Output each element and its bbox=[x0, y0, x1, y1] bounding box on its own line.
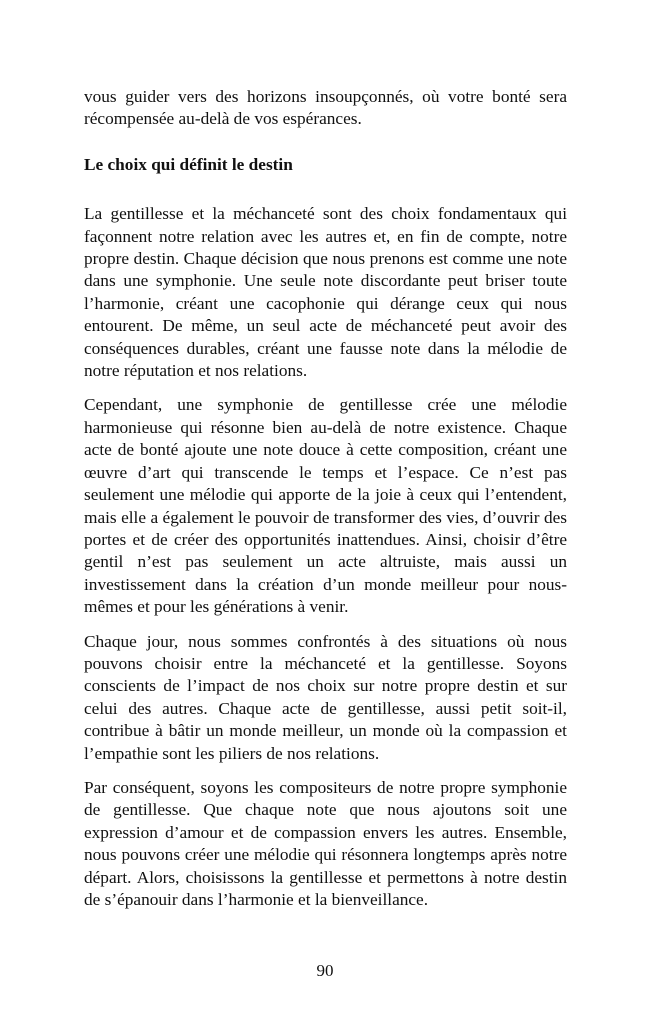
section-heading: Le choix qui définit le destin bbox=[84, 154, 293, 174]
paragraph-4: Par conséquent, soyons les compositeurs de notre propre symphonie de gentillesse. Que chaque note que nous ajoutons soit une expression d’amour et de compassion envers les autres. Ensemble, nous pouvons créer une mélodie qui résonnera longtemps après notre départ. Alors, choisissons la gentillesse et permettons à notre destin de s’épanouir dans l’harmonie et la bienveillance. bbox=[84, 777, 567, 909]
continuation-paragraph: vous guider vers des horizons insoupçonnés, où votre bonté sera récompensée au-delà de vos espérances. bbox=[84, 87, 567, 129]
paragraph-1: La gentillesse et la méchanceté sont des choix fondamentaux qui façonnent notre relation avec les autres et, en fin de compte, notre propre destin. Chaque décision que nous prenons est comme une note dans une symphonie. Une seule note discordante peut briser toute l’harmonie, créant une cacophonie qui dérange ceux qui nous entourent. De même, un seul acte de méchanceté peut avoir des conséquences durables, créant une fausse note dans la mélodie de notre réputation et nos relations. bbox=[84, 204, 567, 381]
paragraph-2: Cependant, une symphonie de gentillesse crée une mélodie harmonieuse qui résonne bien au-delà de notre existence. Chaque acte de bonté ajoute une note douce à cette composition, créant une œuvre d’art qui transcende le temps et l’espace. Ce n’est pas seulement une mélodie qui apporte de la joie à ceux qui l’entendent, mais elle a également le pouvoir de transformer des vies, d’ouvrir des portes et de créer des opportunités inattendues. Ainsi, choisir d’être gentil n’est pas seulement un acte altruiste, mais aussi un investissement dans la création d’un monde meilleur pour nous-mêmes et pour les générations à venir. bbox=[84, 395, 567, 617]
page-body bbox=[84, 86, 567, 911]
section-body bbox=[84, 203, 567, 911]
page-number: 90 bbox=[316, 961, 334, 980]
paragraph-3: Chaque jour, nous sommes confrontés à des situations où nous pouvons choisir entre la méchanceté et la gentillesse. Soyons conscients de l’impact de nos choix sur notre propre destin et sur celui des autres. Chaque acte de gentillesse, aussi petit soit-il, contribue à bâtir un monde meilleur, un monde où la compassion et l’empathie sont les piliers de nos relations. bbox=[84, 631, 567, 763]
